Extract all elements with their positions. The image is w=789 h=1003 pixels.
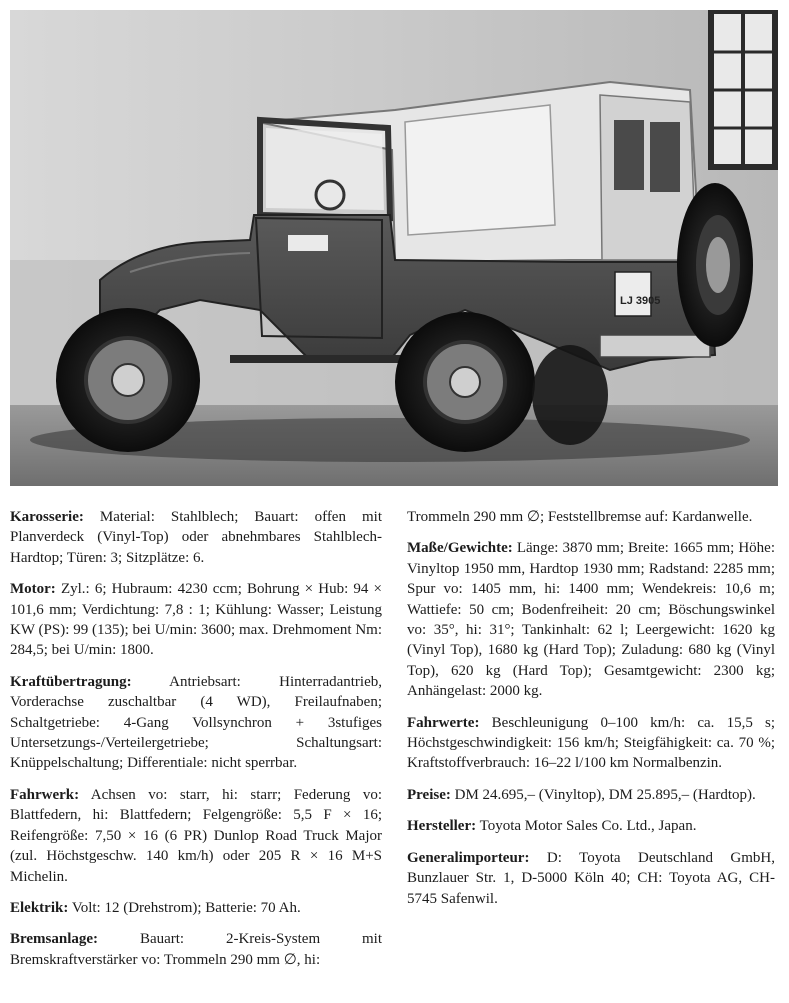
spec-label: Preise:	[407, 786, 451, 803]
spec-label: Karosserie:	[10, 509, 84, 525]
spec-value: Material: Stahlblech; Bauart: offen mit Planverdeck (Vinyl-Top) oder abnehmbares Stahlblech-Hardtop; Türen: 3; Sitzplätze: 6.	[10, 509, 382, 566]
spec-entry	[407, 848, 775, 909]
spec-label: Elektrik:	[10, 899, 69, 916]
spec-entry	[407, 785, 775, 805]
toyota-land-cruiser-illustration	[10, 10, 778, 486]
rear-license-plate: LJ 3905	[620, 295, 661, 307]
spec-label: Kraftübertragung:	[10, 673, 132, 690]
spec-label: Fahrwerk:	[10, 786, 80, 803]
spec-value: D: Toyota Deutschland GmbH, Bunzlauer Str. 1, D-5000 Köln 40; CH: Toyota AG, CH-5745 Safenwil.	[407, 849, 775, 907]
spec-value: Bauart: 2-Kreis-System mit Bremskraftverstärker vo: Trommeln 290 mm ∅, hi:	[10, 931, 383, 968]
spec-entry	[407, 507, 775, 527]
spec-value: Trommeln 290 mm ∅; Feststellbremse auf: Kardanwelle.	[407, 509, 753, 525]
spec-column-left	[10, 507, 382, 981]
spec-column-right	[407, 507, 775, 920]
spec-entry	[10, 929, 382, 970]
spec-label: Fahrwerte:	[407, 714, 480, 731]
spec-label: Motor:	[10, 581, 56, 598]
spec-entry	[407, 816, 775, 836]
rear-wheel	[395, 312, 535, 452]
spec-label: Hersteller:	[407, 818, 477, 835]
spec-label: Bremsanlage:	[10, 931, 99, 948]
spec-entry	[10, 785, 382, 887]
spec-entry	[407, 713, 775, 774]
spec-value: Zyl.: 6; Hubraum: 4230 ccm; Bohrung × Hub: 94 × 101,6 mm; Verdichtung: 7,8 : 1; Kühlung: Wasser; Leistung KW (PS): 99 (135); bei U/min: 3600; max. Drehmoment Nm: 284,5; bei U/min: 1800.	[10, 581, 382, 659]
spec-entry	[10, 507, 382, 568]
building-window	[708, 10, 778, 170]
spec-value: Beschleunigung 0–100 km/h: ca. 15,5 s; Höchstgeschwindigkeit: 156 km/h; Steigfähigkeit: ca. 70 %; Kraftstoffverbrauch: 16–22 l/100 km Normalbenzin.	[407, 714, 776, 772]
spec-value: Achsen vo: starr, hi: starr; Federung vo: Blattfedern, hi: Blattfedern; Felgengröße: 5,5 F × 16; Reifengröße: 7,50 × 16 (6 PR) Dunlop Road Truck Major (zul. Höchstgeschw. 140 km/h) oder 205 R × 16 M+S Michelin.	[10, 786, 382, 885]
spec-entry	[10, 672, 382, 774]
spec-value: DM 24.695,– (Vinyltop), DM 25.895,– (Hardtop).	[454, 786, 756, 803]
spec-value: Volt: 12 (Drehstrom); Batterie: 70 Ah.	[71, 899, 301, 916]
spec-value: Toyota Motor Sales Co. Ltd., Japan.	[479, 818, 697, 835]
spec-entry	[10, 579, 382, 661]
spec-label: Maße/Gewichte:	[407, 540, 513, 557]
front-wheel	[56, 308, 200, 452]
spec-entry	[10, 898, 382, 918]
spare-wheel	[677, 183, 753, 347]
spec-value: Länge: 3870 mm; Breite: 1665 mm; Höhe: Vinyltop 1950 mm, Hardtop 1930 mm; Radstand: 2285 mm; Spur vo: 1405 mm, hi: 1400 mm; Wendekreis: 10,6 m; Wattiefe: 50 cm; Bodenfreiheit: 20 cm; Böschungswinkel vo: 35°, hi: 31°; Tankinhalt: 62 l; Leergewicht: 1620 kg (Vinyl Top), 1680 kg (Hard Top); Zuladung: 680 kg (Vinyl Top), 620 kg (Hard Top); Gesamtgewicht: 2300 kg; Anhängelast: 2000 kg.	[407, 540, 775, 700]
vehicle-photo	[10, 10, 778, 486]
spec-label: Generalimporteur:	[407, 849, 530, 866]
spec-entry	[407, 538, 775, 701]
spec-value: Antriebsart: Hinterradantrieb, Vorderachse zuschaltbar (4 WD), Freilaufnaben; Schaltgetriebe: 4-Gang Vollsynchron + 3stufiges Untersetzungs-/Verteilergetriebe; Schaltungsart: Knüppelschaltung; Differentiale: nicht sperrbar.	[10, 673, 382, 772]
